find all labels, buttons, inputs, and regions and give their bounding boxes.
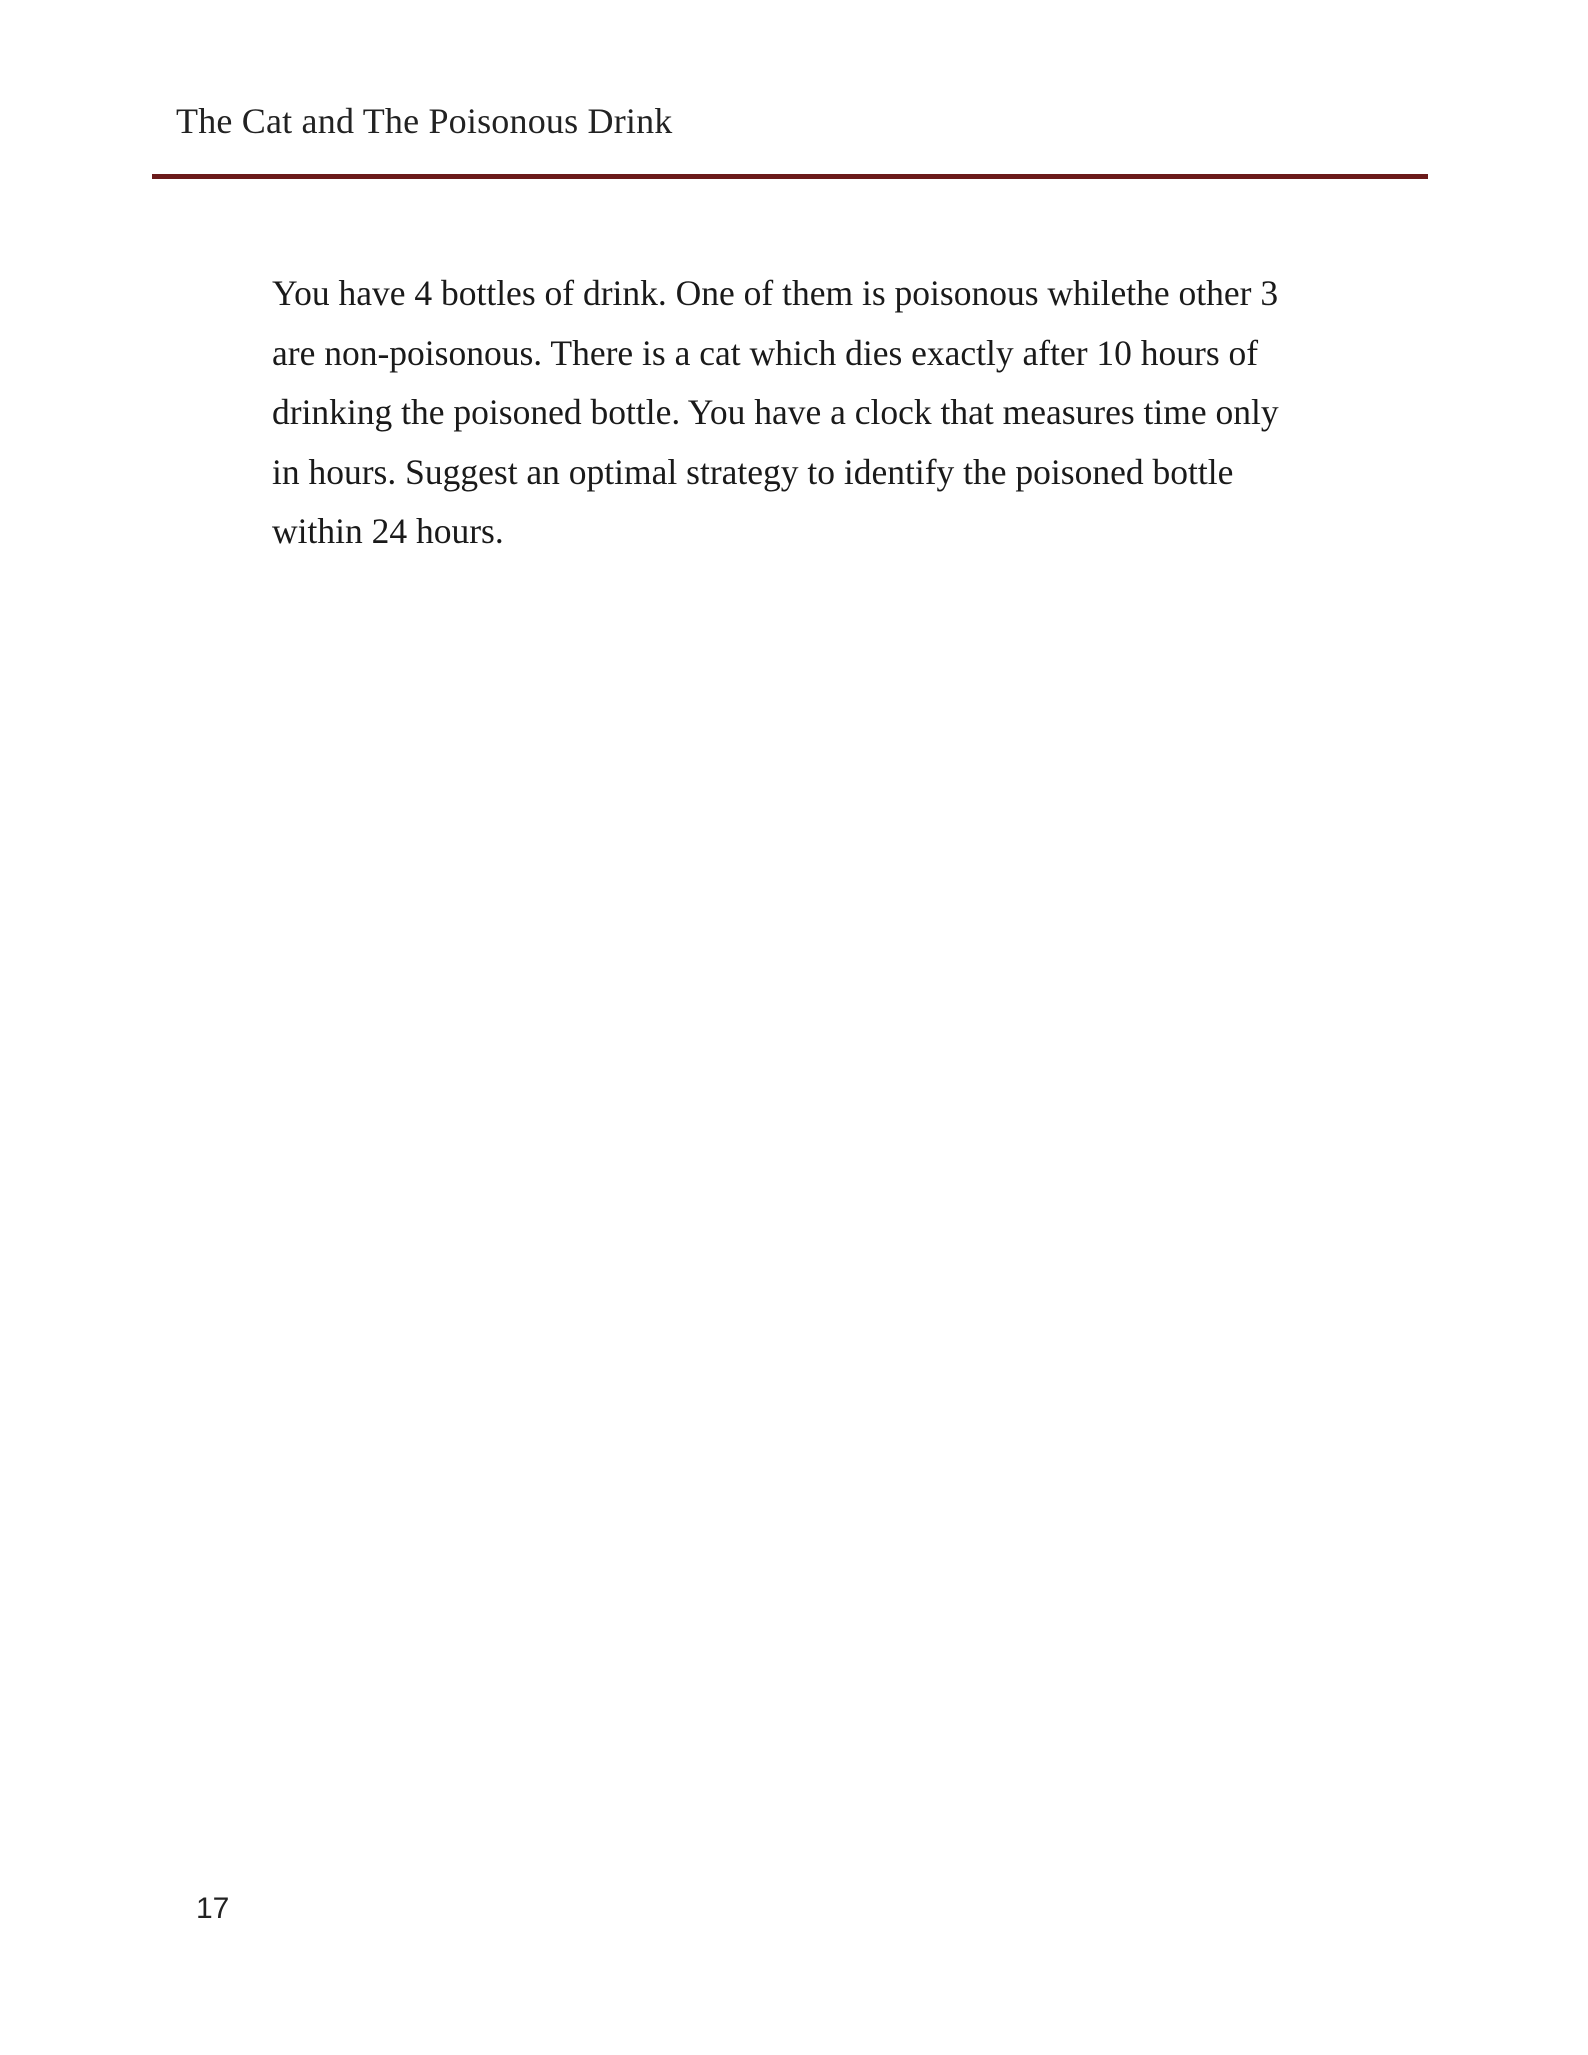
paragraph-line: in hours. Suggest an optimal strategy to identify the poisoned bottle	[272, 451, 1234, 492]
running-header-title: The Cat and The Poisonous Drink	[176, 101, 673, 141]
paragraph-line: You have 4 bottles of drink. One of them is poisonous whilethe other 3	[272, 273, 1279, 313]
paragraph-line: drinking the poisoned bottle. You have a clock that measures time only	[272, 392, 1279, 432]
header-divider-rule	[152, 174, 1428, 179]
page-number: 17	[196, 1892, 230, 1925]
puzzle-paragraph	[272, 264, 1432, 562]
paragraph-line: within 24 hours.	[272, 511, 504, 551]
paragraph-line: are non-poisonous. There is a cat which dies exactly after 10 hours of	[272, 332, 1259, 373]
